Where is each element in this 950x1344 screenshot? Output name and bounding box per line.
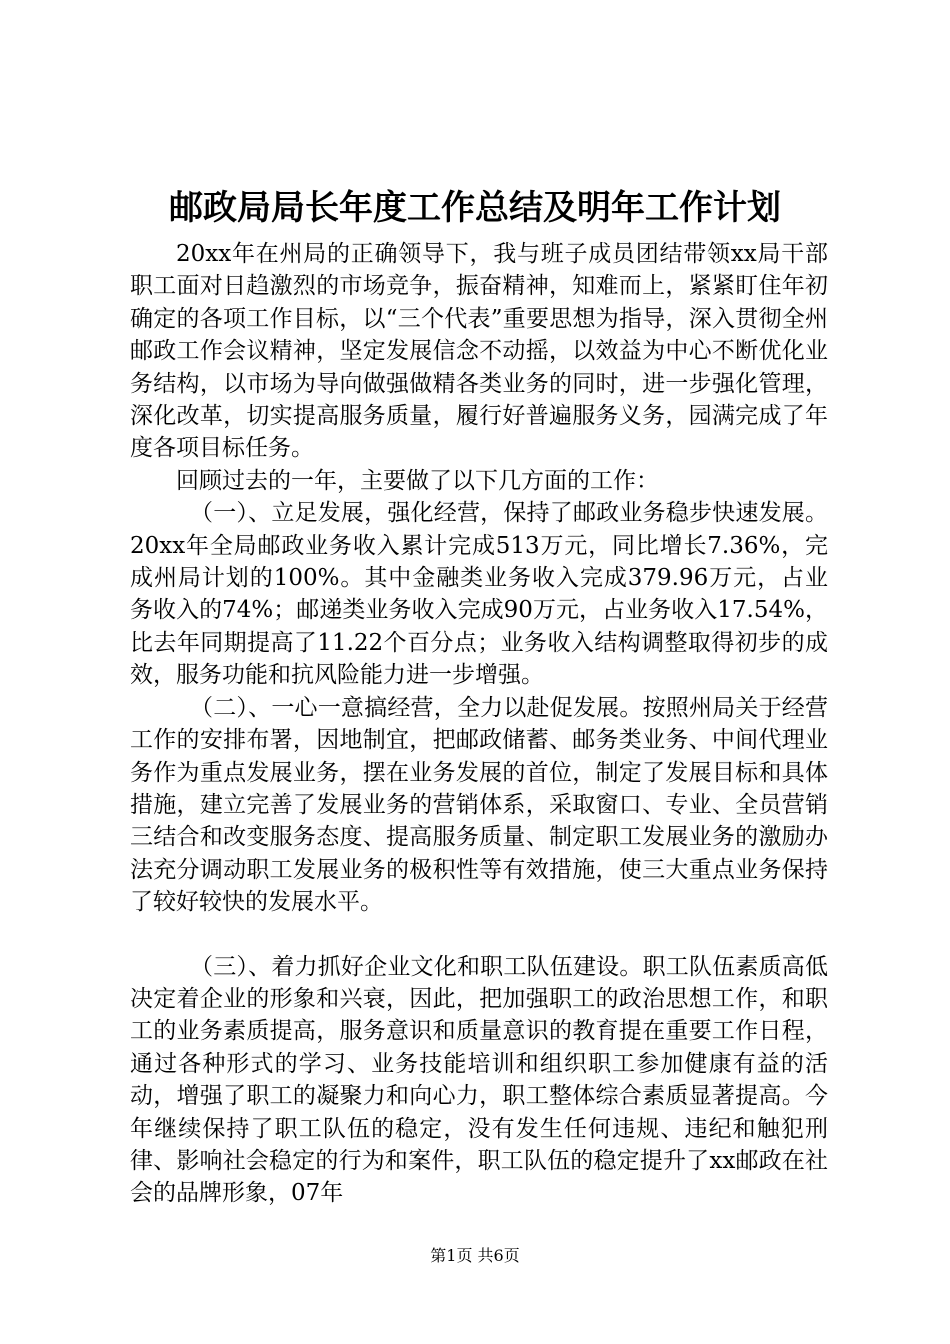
paragraph-section-2: （二）、一心一意搞经营，全力以赴促发展。按照州局关于经营工作的安排布署，因地制宜，把邮政储蓄、邮务类业务、中间代理业务作为重点发展业务，摆在业务发展的首位，制定了发展目标和具体措施，建立完善了发展业务的营销体系，采取窗口、专业、全员营销三结合和改变服务态度、提高服务质量、制定职工发展业务的激励办法充分调动职工发展业务的极积性等有效措施，使三大重点业务保持了较好较快的发展水平。 (130, 694, 828, 916)
paragraph-section-3: （三）、着力抓好企业文化和职工队伍建设。职工队伍素质高低决定着企业的形象和兴衰，因此，把加强职工的政治思想工作，和职工的业务素质提高，服务意识和质量意识的教育提在重要工作日程，通过各种形式的学习、业务技能培训和组织职工参加健康有益的活动，增强了职工的凝聚力和向心力，职工整体综合素质显著提高。今年继续保持了职工队伍的稳定，没有发生任何违规、违纪和触犯刑律、影响社会稳定的行为和案件，职工队伍的稳定提升了xx邮政在社会的品牌形象，07年 (130, 953, 828, 1207)
document-body (130, 238, 828, 1210)
page-footer: 第1页 共6页 (430, 1246, 520, 1265)
paragraph-review-lead: 回顾过去的一年，主要做了以下几方面的工作： (176, 467, 659, 494)
paragraph-section-1: （一）、立足发展，强化经营，保持了邮政业务稳步快速发展。20xx年全局邮政业务收入累计完成513万元，同比增长7.36%，完成州局计划的100%。其中金融类业务收入完成379.96万元，占业务收入的74%；邮递类业务收入完成90万元，占业务收入17.54%，比去年同期提高了11.22个百分点；业务收入结构调整取得初步的成效，服务功能和抗风险能力进一步增强。 (130, 500, 828, 689)
paragraph-intro: 20xx年在州局的正确领导下，我与班子成员团结带领xx局干部职工面对日趋激烈的市场竞争，振奋精神，知难而上，紧紧盯住年初确定的各项工作目标，以“三个代表”重要思想为指导，深入贯彻全州邮政工作会议精神，坚定发展信念不动摇，以效益为中心不断优化业务结构，以市场为导向做强做精各类业务的同时，进一步强化管理，深化改革，切实提高服务质量，履行好普遍服务义务，园满完成了年度各项目标任务。 (130, 241, 828, 462)
document-title: 邮政局局长年度工作总结及明年工作计划 (169, 188, 781, 228)
